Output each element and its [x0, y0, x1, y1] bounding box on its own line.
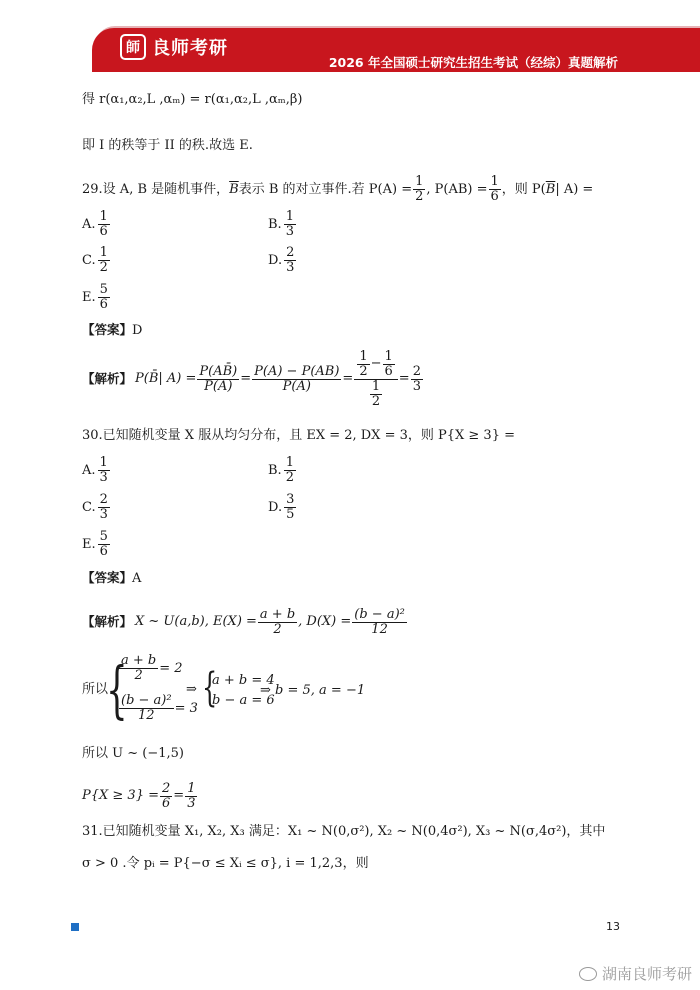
page-number: 13	[606, 920, 620, 933]
q29-pa-frac: $\frac{1}{2}$	[415, 174, 424, 204]
system-eq4: b − a = 6	[212, 693, 275, 708]
implies-arrow: ⇒	[186, 682, 197, 697]
system-brace-left: {	[106, 653, 128, 726]
system-eq3: a + b = 4	[212, 673, 275, 688]
q30-option-a: A. $\frac{1}{3}$	[82, 455, 108, 485]
watermark	[579, 963, 692, 984]
system-eq2: $\frac{\text{(b − a)²}}{12}$ = 3	[121, 693, 198, 723]
q30-stem: 30.已知随机变量 X 服从均匀分布，且 EX = 2, DX = 3，则 P{X ≥ 3} =	[82, 428, 515, 443]
q29-stem	[82, 175, 593, 204]
watermark-text: 湖南良师考研	[601, 965, 692, 983]
page-header	[0, 0, 700, 78]
q29-option-b: B. $\frac{1}{3}$	[268, 209, 294, 239]
q29-analysis: 【解析】 P(B̄| A) = $\frac{P(AB̄)}{P(A)}$ = $\frac{P(A) - P(AB)}{P(A)}$ = $\frac{1}{2}$ − $\frac{1}{6}$ $\frac{1}{2}$ = $\frac{2}{3}$	[82, 348, 421, 409]
logo-text: 良师考研	[152, 38, 228, 59]
q30-analysis: 【解析】 X ~ U(a,b), E(X) = $\frac{a + b}{2}$ , D(X) = $\frac{\text{(b − a)²}}{12}$	[82, 606, 405, 637]
system-result: ⇒ b = 5, a = −1	[260, 683, 366, 698]
q29-option-c: C. $\frac{1}{2}$	[82, 245, 108, 275]
q30-answer: 【答案】A	[82, 570, 142, 586]
q29-bbar: $\overline{B}$	[229, 181, 239, 197]
q29-stem-end: ，则 P(	[501, 181, 546, 197]
system-eq1: $\frac{a + b}{2}$ = 2	[121, 653, 183, 683]
so-u-line: 所以 U ~ (−1,5)	[82, 746, 184, 761]
q31-line1: 31.已知随机变量 X₁, X₂, X₃ 满足：X₁ ~ N(0,σ²), X₂ ~ N(0,4σ²), X₃ ~ N(σ,4σ²)，其中	[82, 824, 606, 839]
q29-compound-frac: $\frac{1}{2}$ − $\frac{1}{6}$ $\frac{1}{2}$	[354, 350, 397, 409]
q29-stem-mid: 表示 B 的对立事件.若 P(A) =	[238, 181, 413, 197]
logo-badge-icon: 師	[120, 34, 146, 60]
q31-line2: σ > 0 .令 pᵢ = P{−σ ≤ Xᵢ ≤ σ}, i = 1,2,3，则	[82, 856, 369, 871]
rank-equation: 得 r(α₁,α₂,L ,αₘ) = r(α₁,α₂,L ,αₘ,β)	[82, 92, 303, 107]
system-brace-right: {	[202, 665, 218, 711]
prob-line: P{X ≥ 3} = $\frac{2}{6}$ = $\frac{1}{3}$	[82, 780, 196, 811]
q30-option-d: D. $\frac{3}{5}$	[268, 492, 295, 522]
q29-option-d: D. $\frac{2}{3}$	[268, 245, 295, 275]
header-title: 2026 年全国硕士研究生招生考试（经综）真题解析	[328, 55, 618, 70]
q29-option-a: A. $\frac{1}{6}$	[82, 209, 108, 239]
q29-analysis-label: 【解析】	[82, 371, 133, 386]
q29-answer: 【答案】D	[82, 322, 143, 338]
weibo-icon	[579, 967, 597, 981]
q29-stem-mid2: , P(AB) =	[426, 181, 488, 197]
so-label: 所以	[82, 682, 109, 697]
conclusion-line: 即 I 的秩等于 II 的秩.故选 E.	[82, 138, 253, 153]
q29-stem-tail: | A) =	[555, 181, 594, 197]
q30-option-e: E. $\frac{5}{6}$	[82, 529, 108, 559]
q29-bbar2: $\overline{B}$	[545, 181, 556, 197]
q30-option-c: C. $\frac{2}{3}$	[82, 492, 108, 522]
q29-option-e: E. $\frac{5}{6}$	[82, 282, 108, 312]
brand-logo	[120, 34, 228, 60]
q30-option-b: B. $\frac{1}{2}$	[268, 455, 294, 485]
q29-pab-frac: $\frac{1}{6}$	[490, 174, 499, 204]
footer-square-icon	[71, 923, 79, 931]
q29-stem-prefix: 29.设 A, B 是随机事件，	[82, 181, 230, 197]
